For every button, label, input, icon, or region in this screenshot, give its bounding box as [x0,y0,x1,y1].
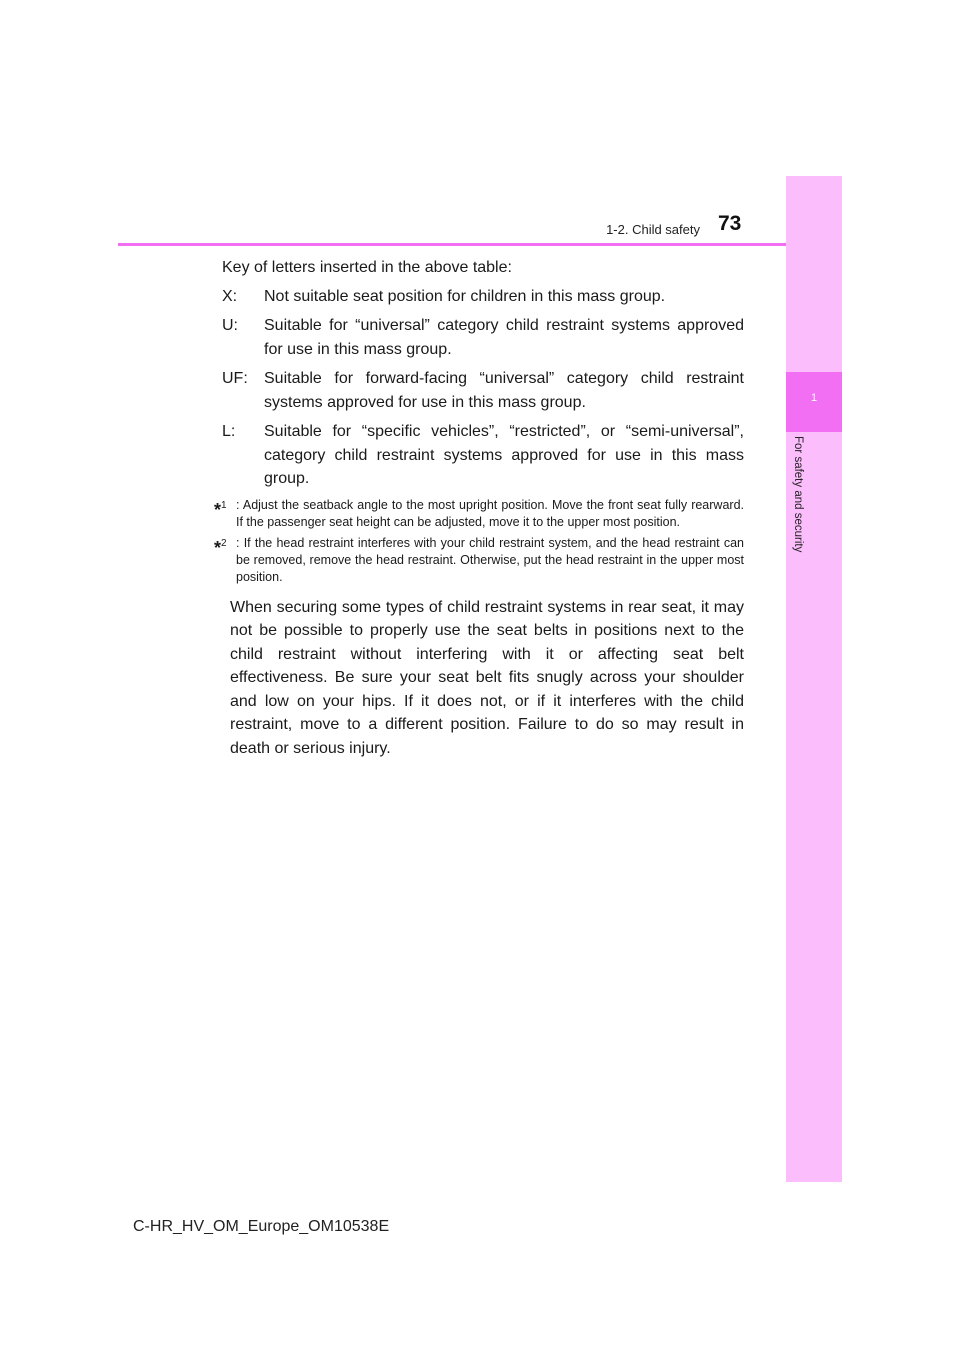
chapter-side-tab [786,176,842,1182]
key-item-l [214,420,744,491]
page-number: 73 [718,212,742,235]
key-item-x [214,285,744,309]
footnote-1 [214,497,744,531]
key-item-u [214,314,744,361]
header-divider [118,243,786,246]
key-intro: Key of letters inserted in the above table: [222,259,512,276]
footnote-text: : Adjust the seatback angle to the most upright position. Move the front seat fully rearward. If the passenger seat height can be adjusted, move it to the upper most position. [236,497,744,529]
asterisk-icon: * [214,499,222,520]
document-code: C-HR_HV_OM_Europe_OM10538E [133,1218,390,1235]
chapter-number: 1 [810,392,818,404]
caution-paragraph: When securing some types of child restraint systems in rear seat, it may not be possible to properly use the seat belts in positions next to the child restraint without interfering with it or affecting seat belt effectiveness. Be sure your seat belt fits snugly across your shoulder and low on your hips. If it does not, or if it interferes with the child restraint, move to a different position. Failure to do so may result in death or serious injury. [230,598,744,757]
key-item-uf [214,367,744,414]
footnote-2 [214,535,744,586]
footnotes [214,497,744,586]
key-text: Suitable for forward-facing “universal” category child restraint systems approved for use in this mass group. [264,370,744,411]
chapter-title: For safety and security [792,436,804,553]
asterisk-icon: * [214,537,222,558]
footnote-number: 2 [221,537,227,549]
key-text: Not suitable seat position for children in this mass group. [264,287,666,305]
key-label: UF: [222,370,248,387]
key-text: Suitable for “universal” category child restraint systems approved for use in this mass group. [264,317,744,358]
footnote-text: : If the head restraint interferes with your child restraint system, and the head restraint can be removed, remove the head restraint. Otherwise, put the head restraint in the upper most position. [236,535,744,584]
footnote-marker [214,497,236,531]
page-content [214,252,744,760]
footnote-marker [214,535,236,586]
section-title: 1-2. Child safety [606,222,700,237]
key-label: X: [222,287,238,305]
footnote-number: 1 [221,499,227,511]
key-label: U: [222,317,238,334]
key-label: L: [222,423,236,440]
key-text: Suitable for “specific vehicles”, “restricted”, or “semi-universal”, category child restraint systems approved for use in this mass group. [264,423,744,487]
